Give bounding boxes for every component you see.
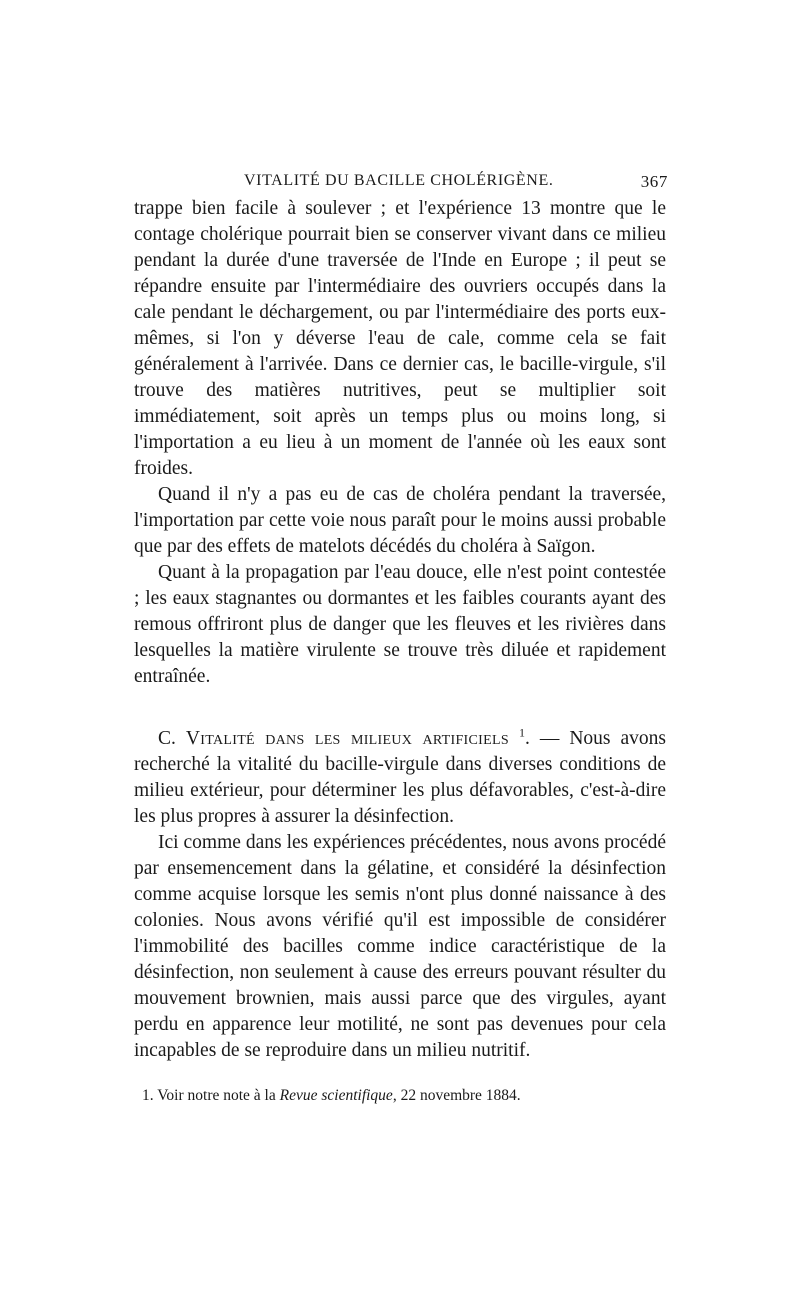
footnote	[134, 1086, 666, 1106]
running-title: VITALITÉ DU BACILLE CHOLÉRIGÈNE.	[244, 172, 554, 189]
section-heading: Vitalité dans les milieux artificiels	[185, 728, 509, 749]
footnote-reference: 1	[518, 725, 525, 740]
section-c-paragraph	[134, 726, 666, 830]
paragraph-methode: Ici comme dans les expériences précédentes, nous avons procédé par ensemencement dans la gélatine, et considéré la désinfection comme acquise lorsque les semis n'ont plus donné naissance à des colonies. Nous avons vérifié qu'il est impossible de considérer l'immobilité des bacilles comme indice caractéristique de la désinfection, non seulement à cause des erreurs pouvant résulter du mouvement brownien, mais aussi parce que des virgules, ayant perdu en apparence leur motilité, ne sont pas devenues pour cela incapables de se reproduire dans un milieu nutritif.	[134, 832, 666, 1061]
paragraph-eau-douce: Quant à la propagation par l'eau douce, elle n'est point contestée ; les eaux stagnantes ou dormantes et les faibles courants ayant des remous offriront plus de danger que les fleuves et les rivières dans lesquelles la matière virulente se trouve très diluée et rapidement entraînée.	[134, 562, 666, 687]
running-head	[134, 168, 666, 196]
section-lead-text: . — Nous avons recherché la vitalité du bacille-virgule dans diverses conditions de milieu extérieur, pour déterminer les plus défavorables, c'est-à-dire les plus propres à assurer la désinfection.	[134, 728, 667, 827]
book-page	[134, 168, 666, 1106]
footnote-journal: Revue scientifique	[279, 1087, 393, 1104]
paragraph-importation: Quand il n'y a pas eu de cas de choléra pendant la traversée, l'importation par cette voie nous paraît pour le moins aussi probable que par des effets de matelots décédés du choléra à Saïgon.	[134, 484, 666, 557]
footnote-number: 1.	[142, 1087, 154, 1104]
page-number: 367	[640, 172, 668, 191]
footnote-text-after: , 22 novembre 1884.	[392, 1087, 521, 1104]
paragraph-continuation: trappe bien facile à soulever ; et l'expérience 13 montre que le contage cholérique pourrait bien se conserver vivant dans ce milieu pendant la durée d'une traversée de l'Inde en Europe ; il peut se répandre ensuite par l'intermédiaire des ouvriers occupés dans la cale pendant le déchargement, ou par l'intermédiaire des ports eux-mêmes, si l'on y déverse l'eau de cale, comme cela se fait généralement à l'arrivée. Dans ce dernier cas, le bacille-virgule, s'il trouve des matières nutritives, peut se multiplier soit immédiatement, soit après un temps plus ou moins long, si l'importation a eu lieu à un moment de l'année où les eaux sont froides.	[134, 198, 666, 479]
section-letter: C.	[158, 728, 176, 749]
footnote-text-before: Voir notre note à la	[157, 1087, 276, 1104]
section-spacer	[134, 690, 666, 726]
